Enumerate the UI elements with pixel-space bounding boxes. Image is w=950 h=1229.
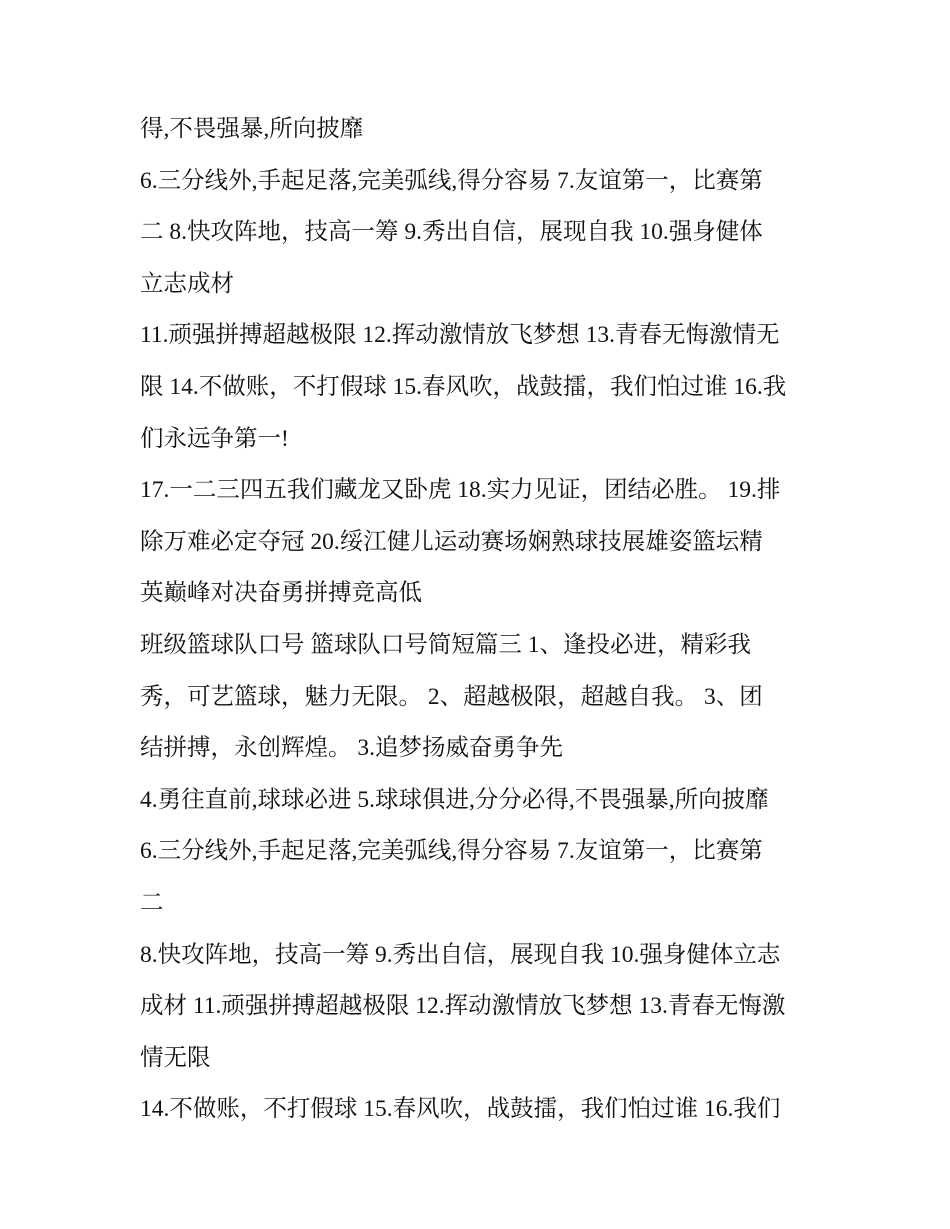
text-line: 17.一二三四五我们藏龙又卧虎 18.实力见证，团结必胜。 19.排 <box>140 477 781 504</box>
text-line: 们永远争第一! <box>140 425 289 452</box>
text-line: 6.三分线外,手起足落,完美弧线,得分容易 7.友谊第一，比赛第 <box>140 167 763 194</box>
text-line: 除万难必定夺冠 20.绥江健儿运动赛场娴熟球技展雄姿篮坛精 <box>140 528 763 555</box>
text-line: 结拼搏，永创辉煌。 3.追梦扬威奋勇争先 <box>140 735 563 762</box>
text-line: 6.三分线外,手起足落,完美弧线,得分容易 7.友谊第一，比赛第 <box>140 838 763 865</box>
text-line: 限 14.不做账，不打假球 15.春风吹，战鼓擂，我们怕过谁 16.我 <box>140 373 787 400</box>
text-line: 得,不畏强暴,所向披靡 <box>140 116 364 142</box>
text-line: 英巅峰对决奋勇拼搏竞高低 <box>140 580 422 607</box>
text-line: 二 8.快攻阵地，技高一筹 9.秀出自信，展现自我 10.强身健体 <box>140 219 763 246</box>
text-line: 11.顽强拼搏超越极限 12.挥动激情放飞梦想 13.青春无悔激情无 <box>140 322 780 349</box>
text-line: 14.不做账，不打假球 15.春风吹，战鼓擂，我们怕过谁 16.我们 <box>140 1096 781 1123</box>
text-line: 8.快攻阵地，技高一筹 9.秀出自信，展现自我 10.强身健体立志 <box>140 941 781 968</box>
text-line: 班级篮球队口号 篮球队口号简短篇三 1、逢投必进，精彩我 <box>140 631 751 658</box>
text-line: 立志成材 <box>140 270 234 297</box>
text-line: 情无限 <box>140 1044 211 1071</box>
text-line: 秀，可艺篮球，魅力无限。 2、超越极限，超越自我。 3、团 <box>140 683 763 710</box>
document-body <box>140 104 820 1136</box>
text-line: 二 <box>140 889 164 916</box>
text-line: 成材 11.顽强拼搏超越极限 12.挥动激情放飞梦想 13.青春无悔激 <box>140 993 786 1020</box>
text-line: 4.勇往直前,球球必进 5.球球俱进,分分必得,不畏强暴,所向披靡 <box>140 786 769 813</box>
